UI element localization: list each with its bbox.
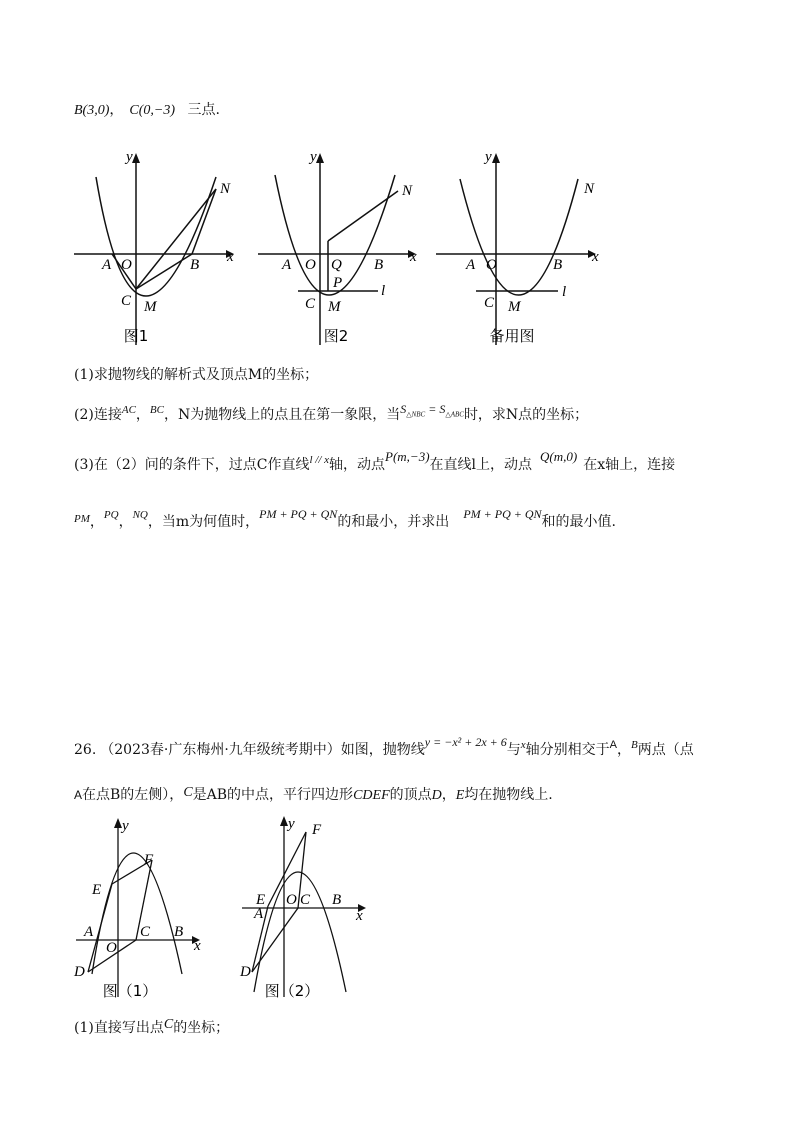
fig2-n-label: N (402, 183, 413, 199)
fig1-x-label: x (227, 249, 234, 265)
question-3-line2: $^{PM}$，$^{PQ}$，$^{NQ}$，当m为何值时，PM + PQ + QN的和最小，并求出 PM + PQ + QN和的最小值. (74, 507, 616, 530)
pm-label: PM (74, 513, 90, 525)
fig4-c-label: C (140, 924, 151, 940)
fig2-c-label: C (305, 296, 316, 312)
bc-label: BC (149, 404, 164, 416)
fig3-l-label: l (562, 284, 567, 300)
fig2-q-label: Q (331, 257, 342, 273)
fig1-y-label: y (126, 149, 133, 165)
fig4-x-label: x (194, 938, 201, 954)
question-2: (2)连接$^{AC}$，$^{BC}$，N为抛物线上的点且在第一象限，当$S_{\triangle NBC} = S_{\triangle ABC}$时，求N点的坐标； (74, 402, 589, 423)
parabola (460, 179, 578, 295)
fig3-a-label: A (466, 257, 476, 273)
fig4-a-label: A (84, 924, 94, 940)
fig3-n-label: N (584, 181, 595, 197)
sum-1: PM + PQ + QN (259, 507, 338, 521)
top-points-line (74, 100, 220, 121)
fig4-b-label: B (174, 924, 184, 940)
fig4-y-label: y (122, 818, 129, 834)
fig4-caption: 图（1） (102, 982, 158, 1000)
three-points-text: 三点. (187, 102, 220, 118)
fig5-b-label: B (332, 892, 342, 908)
segment-qn (328, 191, 398, 241)
fig5-o-label: O (286, 892, 297, 908)
fig3-c-label: C (484, 295, 495, 311)
fig1-m-label: M (144, 299, 157, 315)
area-nbc: $S_{\triangle NBC} = S_{\triangle ABC}$ (400, 402, 464, 419)
fig5-a-label: A (254, 906, 264, 922)
fig4-f-label: F (144, 852, 154, 868)
fig1-c-label: C (121, 293, 132, 309)
question-26-1: (1)直接写出点C的坐标； (74, 1017, 230, 1036)
question-1: (1)求抛物线的解析式及顶点M的坐标； (74, 367, 319, 383)
fig4-o-label: O (106, 940, 117, 956)
segment-cb (136, 254, 192, 289)
fig2-caption: 图2 (323, 327, 349, 345)
point-b: B(3,0) (74, 103, 110, 118)
fig1-o-label: O (121, 257, 132, 273)
fig5-y-label: y (288, 816, 295, 832)
fig5-e-label: E (256, 892, 266, 908)
fig2-a-label: A (282, 257, 292, 273)
fig5-f-label: F (312, 822, 322, 838)
fig3-y-label: y (485, 149, 492, 165)
separator: ， (109, 102, 124, 118)
figure-5 (236, 812, 376, 1007)
fig5-caption: 图（2） (264, 982, 320, 1000)
fig2-m-label: M (328, 299, 341, 315)
segment-bn (192, 189, 216, 254)
ac-label: AC (121, 404, 136, 416)
fig4-e-label: E (92, 882, 102, 898)
fig3-o-label: O (486, 257, 497, 273)
fig1-a-label: A (102, 257, 112, 273)
point-p: P(m,−3) (385, 449, 430, 464)
fig2-o-label: O (305, 257, 316, 273)
fig2-l-label: l (381, 283, 386, 299)
fig1-n-label: N (220, 181, 231, 197)
fig2-b-label: B (374, 257, 384, 273)
figure-4 (70, 812, 210, 1007)
fig5-x-label: x (356, 908, 363, 924)
segment-cn (136, 189, 216, 289)
figure-2 (250, 145, 430, 350)
problem-number: 26. (74, 742, 97, 758)
fig4-d-label: D (74, 964, 85, 980)
problem-26-line1: 26. （2023春·广东梅州·九年级统考期中）如图，抛物线y = −x² + 2x + 6与$^x$轴分别相交于$^A$，$^B$两点（点 (74, 735, 694, 758)
fig2-y-label: y (310, 149, 317, 165)
sum-2: PM + PQ + QN (463, 507, 542, 521)
point-c: C(0,−3) (129, 103, 175, 118)
l-parallel-x: l // x (309, 454, 330, 466)
fig3-m-label: M (508, 299, 521, 315)
figure-3 (432, 145, 612, 350)
fig1-caption: 图1 (123, 327, 149, 345)
figure-1 (66, 145, 246, 350)
pq-label: PQ (103, 509, 119, 521)
fig2-x-label: x (410, 249, 417, 265)
fig3-caption: 备用图 (489, 327, 535, 345)
fig2-p-label: P (333, 275, 343, 291)
parabola-equation: y = −x² + 2x + 6 (424, 735, 507, 749)
fig5-d-label: D (240, 964, 251, 980)
fig3-x-label: x (592, 249, 599, 265)
fig5-c-label: C (300, 892, 311, 908)
nq-label: NQ (132, 509, 148, 521)
fig3-b-label: B (553, 257, 563, 273)
fig1-b-label: B (190, 257, 200, 273)
point-q: Q(m,0) (540, 449, 578, 464)
question-3-line1: (3)在（2）问的条件下，过点C作直线$^{l // x}$轴，动点P(m,−3)在直线l上，动点Q(m,0)在x轴上，连接 (74, 449, 676, 473)
problem-26-line2: A在点B的左侧），C是AB的中点，平行四边形CDEF的顶点D，E均在抛物线上. (74, 785, 553, 803)
